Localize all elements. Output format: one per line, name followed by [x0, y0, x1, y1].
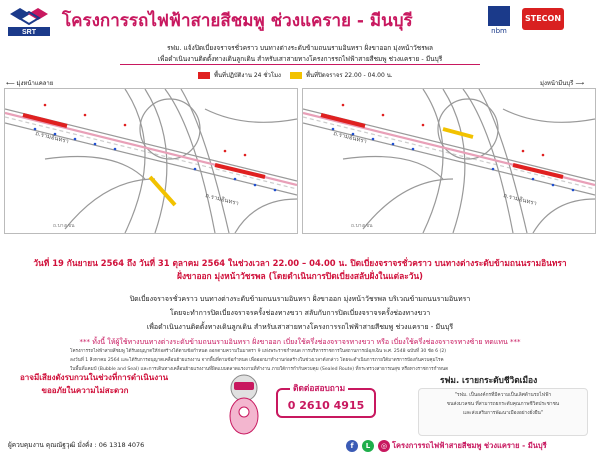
- direction-right-label: มุ่งหน้ามีนบุรี: [540, 80, 574, 87]
- slogan-line-1: "รฟม. เป็นองค์กรที่มีความเป็นเลิศด้านรถไฟฟ้า: [454, 393, 552, 398]
- header: [0, 0, 600, 40]
- srt-logo-text: SRT: [22, 29, 36, 36]
- notice-detail-4: *** ทั้งนี้ ให้ผู้ใช้ทางบนทางต่างระดับข้ามถนนรามอินทรา ฝั่งขาออก เบี่ยงใช้ครึ่งช่องจราจรทางขวา หรือ เบี่ยงใช้ครึ่งช่องจราจรทางซ้าย ทดแทน ***: [79, 338, 521, 346]
- legend-night-label: พื้นที่ปิดจราจร 22.00 - 04.00 น.: [306, 72, 393, 79]
- slogan-title: รฟม. เรายกระดับชีวิตเมือง: [440, 375, 538, 385]
- notice-detail-3: เพื่อดำเนินงานติดตั้งทางเดินลูกเดิน สำหรับเสาสายทางโครงการรถไฟฟ้าสายสีชมพู ช่วงแคราย - มีนบุรี: [146, 323, 454, 331]
- traffic-map-left: [4, 88, 298, 234]
- notice-detail-2: โดยจะทำการปิดเบี่ยงจราจรครั้งช่องทางขวา สลับกับการปิดเบี่ยงจราจรครั้งช่องทางขวา: [169, 309, 431, 317]
- side-road-label-left: ถ.บางเขน: [53, 223, 75, 229]
- direction-left: ⟵ มุ่งหน้าแคลาย: [6, 80, 54, 87]
- direction-right: มุ่งหน้ามีนบุรี ⟶: [540, 80, 584, 87]
- instagram-icon[interactable]: ◎: [378, 440, 390, 452]
- stecon-logo: STECON: [522, 8, 564, 30]
- legend-24h-label: พื้นที่ปฏิบัติงาน 24 ชั่วโมง: [214, 72, 281, 79]
- nbm-logo: [488, 6, 510, 36]
- notice-direction-line: ฝั่งขาออก มุ่งหน้าวัชรพล (โดยดำเนินการปิดเบี่ยงสลับฝั่งในแต่ละวัน): [177, 271, 423, 281]
- notice-detail-1: ปิดเบี่ยงจราจรชั่วคราว บนทางต่างระดับข้ามถนนรามอินทรา ฝั่งขาออก มุ่งหน้าวัชรพล บริเวณข้ามถนนรามอินทรา: [129, 295, 471, 303]
- coordinator-contact: ผู้ควบคุมงาน คุณณัฐวุฒิ มั่งคั่ง : 06 1318 4076: [8, 441, 145, 449]
- mascot-image: [222, 372, 266, 438]
- apology-text: ขออภัยในความไม่สะดวก: [41, 386, 129, 395]
- contact-phone[interactable]: 0 2610 4915: [287, 399, 365, 412]
- nbm-logo-text: nbm: [491, 27, 507, 35]
- notice-small-2: ลงวันที่ 1 สิงหาคม 2564 และได้รับการอนุญาตเคลื่อนย้ายแรงงาน จากพื้นที่ตามข้อกำหนด เพื่อออกมาทำงานก่อสร้างในช่วงเวลาดังกล่าว โดยจะดำเนินการภายใต้มาตรการป้องกันควบคุมโรค: [70, 358, 444, 363]
- side-road-label-right: ถ.บางเขน: [351, 223, 373, 229]
- divider: [120, 64, 480, 65]
- notice-date-line: วันที่ 19 กันยายน 2564 ถึง วันที่ 31 ตุลาคม 2564 ในช่วงเวลา 22.00 – 04.00 น. ปิดเบี่ยงจราจรชั่วคราว บนทางต่างระดับข้ามถนนรามอินทรา: [33, 258, 567, 268]
- project-name: โครงการรถไฟฟ้าสายสีชมพู ช่วงแคราย - มีนบุรี: [392, 441, 547, 450]
- notice-small-3: ในพื้นที่แคมป์ (Bubble and Seal) และการเดินทางเคลื่อนย้ายแรงงานที่ผิดแบบตลาดแรงงานที่ทำงาน ภายใต้การกำกับควบคุม (Sealed Route) ที่กระทรวงสาธารณสุข หรือทางราชการกำหนด: [70, 367, 449, 372]
- contact-label: ติดต่อสอบถาม: [290, 381, 348, 395]
- legend-yellow-swatch: [290, 72, 302, 79]
- slogan-line-2: ขนส่งมวลชน ที่สามารถยกระดับคุณภาพชีวิตประชาชน: [446, 402, 560, 407]
- slogan-line-3: และส่งเสริมการพัฒนาเมืองอย่างยั่งยืน": [462, 411, 544, 416]
- srt-logo: [6, 4, 52, 38]
- page-title: โครงการรถไฟฟ้าสายสีชมพู ช่วงแคราย - มีนบุรี: [62, 11, 413, 31]
- notice-small-1: โครงการรถไฟฟ้าสายสีชมพู ได้รับอนุญาตให้ก่อสร้างได้ตามข้อกำหนด ออกตามความในมาตรา 9 แห่งพระราชกำหนด การบริหารราชการในสถานการณ์ฉุกเฉิน พ.ศ. 2548 ฉบับที่ 30 ข้อ 6 (2): [70, 349, 447, 354]
- direction-left-label: มุ่งหน้าแคลาย: [16, 80, 54, 87]
- subtitle-line-1: รฟม. แจ้งปิดเบี่ยงจราจรชั่วคราว บนทางต่างระดับข้ามถนนรามอินทรา ฝั่งขาออก มุ่งหน้าวัชรพล: [167, 44, 433, 52]
- legend-24h: [198, 70, 281, 80]
- traffic-map-right: [302, 88, 596, 234]
- line-icon[interactable]: L: [362, 440, 374, 452]
- road-label-right: ถ.รามอินทรา: [332, 130, 368, 146]
- facebook-icon[interactable]: f: [346, 440, 358, 452]
- noise-warning: อาจมีเสียงดังรบกวนในช่วงที่การดำเนินงาน: [20, 373, 169, 382]
- legend-night: [290, 70, 393, 80]
- road-label-left-2: ถ.รามอินทรา: [204, 192, 240, 208]
- road-label-right-2: ถ.รามอินทรา: [502, 192, 538, 208]
- subtitle-line-2: เพื่อดำเนินงานติดตั้งทางเดินลูกเดิน สำหรับเสาสายทางโครงการรถไฟฟ้าสายสีชมพู ช่วงแคราย - มีนบุรี: [157, 55, 443, 63]
- legend-red-swatch: [198, 72, 210, 79]
- road-label-left: ถ.รามอินทรา: [34, 130, 70, 146]
